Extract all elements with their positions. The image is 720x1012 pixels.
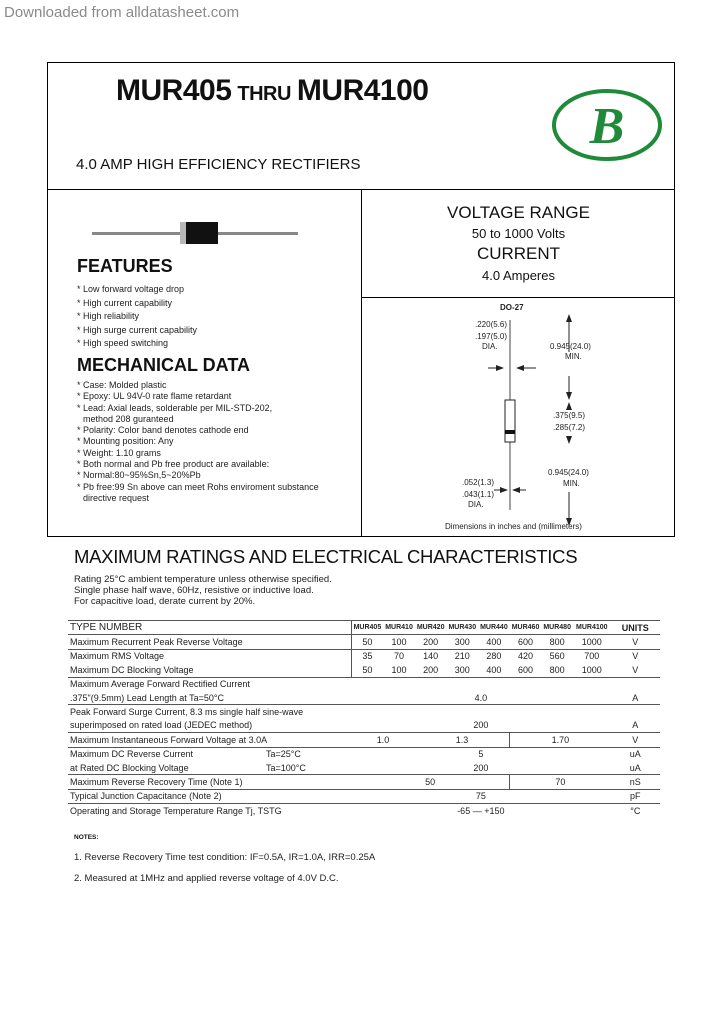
- unit-cell: uA: [611, 747, 660, 761]
- row-label-text: at Rated DC Blocking Voltage: [70, 762, 189, 773]
- list-item: * High current capability: [77, 297, 173, 308]
- row-label: [68, 761, 351, 775]
- subtitle: 4.0 AMP HIGH EFFICIENCY RECTIFIERS: [76, 156, 361, 173]
- cell: 200: [473, 762, 489, 773]
- column-header: MUR410: [383, 621, 415, 635]
- dim-min-label: MIN.: [565, 352, 582, 361]
- dim-lead2-length: 0.945(24.0): [548, 468, 589, 477]
- list-item: * Weight: 1.10 grams: [77, 447, 161, 458]
- cell: 70: [510, 775, 611, 789]
- diode-illustration: [92, 220, 300, 246]
- package-name: DO-27: [500, 303, 524, 312]
- logo-letter: B: [589, 98, 625, 155]
- company-logo: [551, 88, 663, 162]
- unit-cell: V: [611, 649, 660, 663]
- cell: 200: [415, 635, 447, 649]
- row-label: .375"(9.5mm) Lead Length at Ta=50°C: [70, 692, 224, 703]
- rating-conditions: [74, 574, 332, 607]
- cell: 800: [541, 635, 573, 649]
- condition-line: Single phase half wave, 60Hz, resistive or inductive load.: [74, 585, 314, 596]
- unit-cell: A: [632, 720, 639, 731]
- part-to: MUR4100: [296, 74, 429, 107]
- cell: 420: [510, 649, 542, 663]
- table-row: [68, 663, 660, 677]
- table-row: [68, 621, 660, 635]
- cell: 400: [478, 635, 510, 649]
- dim-wire-label: DIA.: [468, 500, 484, 509]
- cell: 300: [454, 664, 470, 675]
- cell: 50: [351, 775, 510, 789]
- cell: 1.3: [415, 733, 510, 747]
- column-header: MUR460: [510, 621, 542, 635]
- condition: Ta=100°C: [266, 762, 306, 773]
- voltage-range-value: 50 to 1000 Volts: [471, 226, 566, 241]
- cell: 210: [446, 649, 478, 663]
- column-header: MUR420: [415, 621, 447, 635]
- ratings-heading: MAXIMUM RATINGS AND ELECTRICAL CHARACTERISTICS: [74, 546, 578, 567]
- cell: 200: [473, 720, 489, 731]
- cell: 1.70: [510, 733, 611, 747]
- cell: 50: [351, 663, 383, 677]
- part-from: MUR405: [116, 74, 232, 107]
- dim-wire-max: .052(1.3): [462, 478, 495, 487]
- list-item: * High surge current capability: [77, 324, 198, 335]
- row-label: Maximum RMS Voltage: [68, 649, 351, 663]
- dim-body-max: .375(9.5): [553, 411, 586, 420]
- notes-heading: NOTES:: [74, 834, 99, 841]
- row-label: Peak Forward Surge Current, 8.3 ms single half sine-wave: [68, 705, 351, 719]
- dim-dia-min: .197(5.0): [475, 332, 508, 341]
- table-row: [68, 775, 660, 789]
- row-label: Typical Junction Capacitance (Note 2): [68, 789, 351, 803]
- cell: 140: [415, 649, 447, 663]
- table-row: [68, 747, 660, 761]
- list-item: * Polarity: Color band denotes cathode end: [77, 425, 249, 436]
- dim-lead-length: 0.945(24.0): [550, 342, 591, 351]
- cell: 1000: [573, 635, 611, 649]
- cell: 560: [541, 649, 573, 663]
- table-row: [68, 733, 660, 747]
- features-list: [77, 283, 197, 351]
- dim-caption: Dimensions in inches and (millimeters): [445, 522, 582, 531]
- list-item: directive request: [83, 492, 150, 503]
- column-header: MUR405: [351, 621, 383, 635]
- cell: 70: [383, 649, 415, 663]
- row-label: Maximum Recurrent Peak Reverse Voltage: [68, 635, 351, 649]
- mechanical-heading: MECHANICAL DATA: [77, 355, 250, 375]
- condition-line: Rating 25°C ambient temperature unless otherwise specified.: [74, 574, 332, 585]
- list-item: * High speed switching: [77, 338, 169, 348]
- cell: 1000: [581, 664, 602, 675]
- current-value: 4.0 Amperes: [482, 268, 555, 283]
- type-number-header: TYPE NUMBER: [68, 621, 351, 635]
- table-row: [68, 677, 660, 691]
- features-heading: FEATURES: [77, 256, 173, 276]
- note-1: 1. Reverse Recovery Time test condition: IF=0.5A, IR=1.0A, IRR=0.25A: [74, 852, 376, 863]
- dim-dia-label: DIA.: [482, 342, 498, 351]
- unit-cell: pF: [611, 789, 660, 803]
- dim-min2-label: MIN.: [563, 479, 580, 488]
- cell: 1.0: [351, 733, 415, 747]
- divider: [361, 297, 675, 298]
- row-label-text: Maximum DC Reverse Current: [70, 749, 194, 760]
- cell: 200: [423, 664, 439, 675]
- list-item: method 208 guranteed: [83, 413, 174, 424]
- cell: 100: [383, 635, 415, 649]
- cell: 35: [351, 649, 383, 663]
- cell: 5: [351, 747, 610, 761]
- thru-word: THRU: [237, 83, 291, 105]
- dim-body-min: .285(7.2): [553, 423, 586, 432]
- column-header: MUR4100: [573, 621, 611, 635]
- list-item: * Case: Molded plastic: [77, 380, 167, 390]
- list-item: * High reliability: [77, 311, 140, 321]
- column-header: MUR430: [446, 621, 478, 635]
- table-row: [68, 719, 660, 733]
- page-title: [116, 74, 428, 108]
- table-row: [68, 635, 660, 649]
- row-label: Maximum DC Blocking Voltage: [70, 664, 194, 675]
- ratings-table: [68, 620, 660, 817]
- cell: 600: [510, 635, 542, 649]
- unit-cell: V: [632, 664, 639, 675]
- row-label: Maximum Reverse Recovery Time (Note 1): [68, 775, 351, 789]
- list-item: * Lead: Axial leads, solderable per MIL-STD-202,: [77, 402, 273, 413]
- condition-line: For capacitive load, derate current by 20%.: [74, 596, 256, 607]
- cell: 100: [391, 664, 407, 675]
- table-row: [68, 705, 660, 719]
- list-item: * Low forward voltage drop: [77, 284, 185, 294]
- cell: -65 — +150: [351, 804, 610, 818]
- cell: 50: [351, 635, 383, 649]
- row-label: [68, 747, 351, 761]
- list-item: * Epoxy: UL 94V-0 rate flame retardant: [77, 391, 232, 402]
- cell: 400: [486, 664, 502, 675]
- table-row: [68, 789, 660, 803]
- table-row: [68, 761, 660, 775]
- cell: 280: [478, 649, 510, 663]
- cell: 4.0: [474, 692, 488, 703]
- row-label: Maximum Instantaneous Forward Voltage at 3.0A: [68, 733, 351, 747]
- unit-cell: A: [632, 692, 639, 703]
- cell: 75: [351, 789, 610, 803]
- unit-cell: nS: [611, 775, 660, 789]
- unit-cell: °C: [611, 804, 660, 818]
- unit-cell: V: [611, 733, 660, 747]
- row-label: Operating and Storage Temperature Range Tj, TSTG: [68, 804, 351, 818]
- units-header: UNITS: [611, 621, 660, 635]
- row-label: Maximum Average Forward Rectified Current: [68, 677, 351, 691]
- unit-cell: uA: [629, 762, 641, 773]
- cell: 700: [573, 649, 611, 663]
- mechanical-list: [77, 380, 319, 504]
- cell: 300: [446, 635, 478, 649]
- voltage-range-title: VOLTAGE RANGE: [447, 203, 590, 222]
- cell: 600: [518, 664, 534, 675]
- row-label: superimposed on rated load (JEDEC method): [70, 720, 253, 731]
- note-2: 2. Measured at 1MHz and applied reverse voltage of 4.0V D.C.: [74, 873, 339, 884]
- unit-cell: V: [611, 635, 660, 649]
- divider: [361, 189, 362, 537]
- current-title: CURRENT: [476, 244, 561, 263]
- condition: Ta=25°C: [266, 749, 301, 760]
- list-item: * Pb free:99 Sn above can meet Rohs enviroment substance: [77, 481, 319, 492]
- cell: 800: [549, 664, 565, 675]
- column-header: MUR440: [478, 621, 510, 635]
- list-item: * Mounting position: Any: [77, 436, 174, 447]
- dim-dia-max: .220(5.6): [475, 320, 508, 329]
- table-row: [68, 691, 660, 705]
- table-row: [68, 804, 660, 818]
- list-item: * Normal:80~95%Sn,5~20%Pb: [77, 470, 201, 481]
- watermark: Downloaded from alldatasheet.com: [4, 4, 240, 21]
- list-item: * Both normal and Pb free product are available:: [77, 459, 270, 470]
- dim-wire-min: .043(1.1): [462, 490, 495, 499]
- table-row: [68, 649, 660, 663]
- column-header: MUR480: [541, 621, 573, 635]
